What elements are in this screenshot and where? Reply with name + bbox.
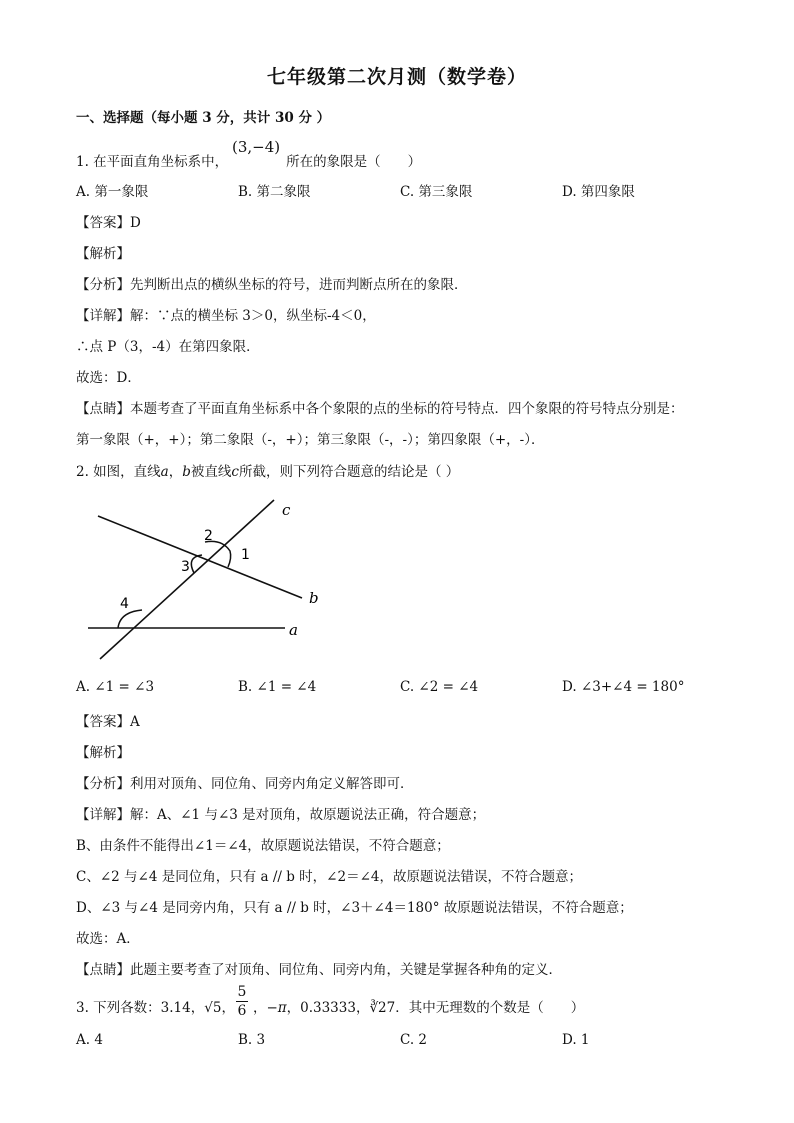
q3-frac-bar [236, 1001, 248, 1002]
q1-detail: 【详解】解：∵点的横坐标 3＞0，纵坐标-4＜0， [76, 308, 376, 324]
q2-fenxi: 【分析】利用对顶角、同位角、同旁内角定义解答即可． [76, 776, 414, 792]
q1-option-d: D. 第四象限 [562, 184, 635, 200]
angle-arc-2 [205, 541, 231, 567]
q2-comment: 【点睛】此题主要考查了对顶角、同位角、同旁内角，关键是掌握各种角的定义． [76, 962, 562, 978]
q1-comment: 【点睛】本题考查了平面直角坐标系中各个象限的点的坐标的符号特点．四个象限的符号特点分别是： [76, 401, 684, 417]
label-angle-2: 2 [204, 528, 213, 544]
q3-sqrt5: √5 [204, 1000, 222, 1016]
q1-fenxi: 【分析】先判断出点的横纵坐标的符号，进而判断点所在的象限． [76, 277, 468, 293]
q2-choose: 故选：A． [76, 931, 140, 947]
q3-sep2: ， [252, 1000, 267, 1016]
q2-sep: ， [168, 464, 183, 480]
q2-stem [76, 460, 459, 480]
q1-analysis: 【解析】 [76, 246, 130, 262]
q3-frac-num: 5 [237, 984, 247, 1000]
label-b: b [309, 589, 319, 607]
q2-stem-mid: 被直线 [190, 464, 232, 480]
q2-detail-3: C、∠2 与∠4 是同位角，只有 a // b 时，∠2＝∠4，故原题说法错误，不符合题意； [76, 869, 582, 885]
q3-option-d: D. 1 [562, 1032, 590, 1048]
q2-stem-a: 2. 如图，直线 [76, 464, 161, 480]
line-b [98, 516, 302, 598]
q2-detail-4: D、∠3 与∠4 是同旁内角，只有 a // b 时，∠3＋∠4＝180° 故原题说法错误，不符合题意； [76, 900, 633, 916]
page-title: 七年级第二次月测（数学卷） [266, 66, 527, 88]
q3-option-a: A. 4 [76, 1032, 103, 1048]
q1-choose: 故选：D． [76, 370, 141, 386]
q3-sep3: ，0.33333， [286, 1000, 370, 1016]
q3-cbrt27: ∛27 [369, 1000, 396, 1016]
q3-stem-a: 3. 下列各数：3.14， [76, 1000, 205, 1016]
q3-option-b: B. 3 [238, 1032, 266, 1048]
label-c: c [282, 501, 291, 519]
q2-var-b: b [182, 464, 191, 480]
q3-sep1: ， [221, 1000, 235, 1016]
q2-answer: 【答案】A [76, 714, 140, 730]
geometry-diagram [80, 495, 320, 665]
label-angle-1: 1 [241, 547, 250, 563]
angle-arc-4 [118, 610, 142, 628]
q1-point: (3,−4) [232, 138, 281, 156]
q3-neg-pi: −π [266, 1000, 287, 1016]
q2-analysis: 【解析】 [76, 745, 130, 761]
q1-stem-b: 所在的象限是（ ） [286, 154, 422, 170]
q2-option-a: A. ∠1 = ∠3 [76, 679, 155, 695]
label-a: a [289, 621, 298, 639]
q2-var-c: c [231, 464, 239, 480]
q3-frac-den: 6 [237, 1003, 247, 1019]
q2-detail-1: 【详解】解：A、∠1 与∠3 是对顶角，故原题说法正确，符合题意； [76, 807, 486, 823]
q3-stem-b: ．其中无理数的个数是（ ） [395, 1000, 585, 1016]
q3-option-c: C. 2 [400, 1032, 428, 1048]
q1-option-a: A. 第一象限 [76, 184, 149, 200]
section-heading: 一、选择题（每小题 3 分，共计 30 分 ） [76, 110, 331, 126]
q2-stem-end: 所截，则下列符合题意的结论是（ ） [238, 464, 460, 480]
q3-stem [76, 996, 584, 1016]
q2-var-a: a [160, 464, 169, 480]
label-angle-4: 4 [120, 596, 129, 612]
q2-option-d: D. ∠3+∠4 = 180° [562, 679, 685, 695]
q1-option-b: B. 第二象限 [238, 184, 311, 200]
q3-fraction [236, 984, 248, 1019]
label-angle-3: 3 [181, 559, 190, 575]
q1-stem-a: 1. 在平面直角坐标系中， [76, 154, 229, 170]
q2-option-c: C. ∠2 = ∠4 [400, 679, 479, 695]
q1-option-c: C. 第三象限 [400, 184, 473, 200]
line-c [100, 500, 274, 659]
q1-answer: 【答案】D [76, 215, 141, 231]
q1-comment2: 第一象限（+，+）；第二象限（-，+）；第三象限（-，-）；第四象限（+，-）． [76, 432, 545, 448]
q2-detail-2: B、由条件不能得出∠1＝∠4，故原题说法错误，不符合题意； [76, 838, 450, 854]
q2-option-b: B. ∠1 = ∠4 [238, 679, 317, 695]
q1-detail2: ∴点 P（3，-4）在第四象限． [76, 339, 260, 355]
